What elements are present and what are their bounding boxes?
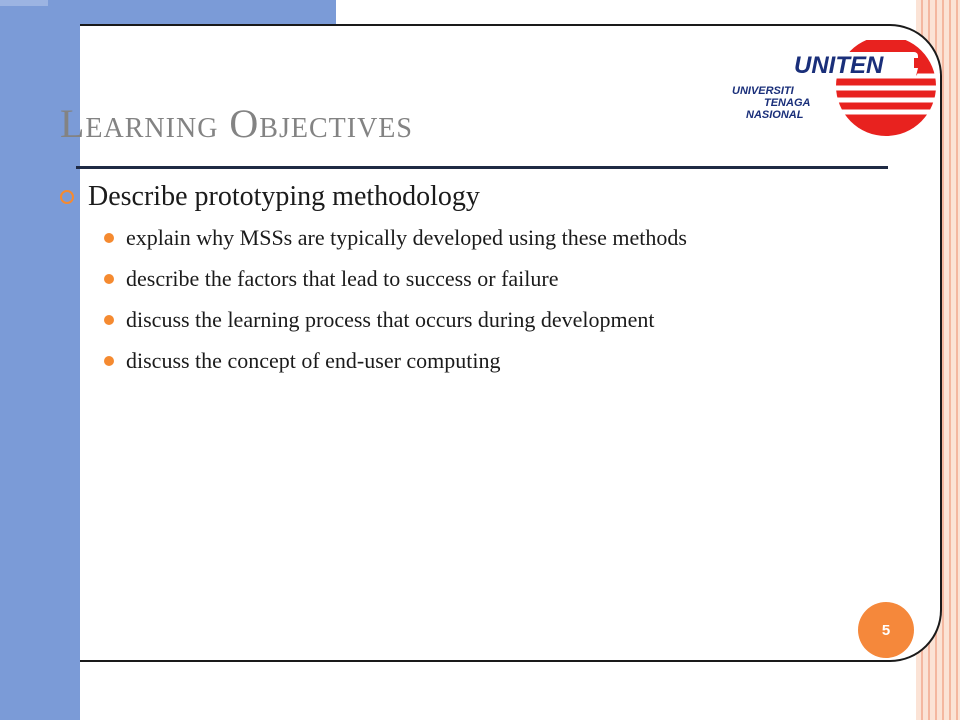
dot-bullet-icon bbox=[104, 315, 114, 325]
main-bullet bbox=[60, 180, 480, 214]
sub-bullet-text: discuss the concept of end-user computing bbox=[126, 348, 501, 373]
sub-bullet-text: describe the factors that lead to success or failure bbox=[126, 266, 559, 291]
logo-name: UNITEN bbox=[794, 52, 884, 79]
logo-line1: UNIVERSITI bbox=[732, 85, 794, 97]
top-blue-notch bbox=[0, 0, 48, 6]
list-item bbox=[104, 224, 764, 252]
list-item bbox=[104, 265, 764, 293]
ring-bullet-icon bbox=[60, 190, 74, 204]
logo-line2: TENAGA bbox=[764, 97, 811, 109]
sub-bullet-list bbox=[104, 224, 764, 388]
uniten-logo bbox=[724, 40, 940, 136]
slide-title: Learning Objectives bbox=[60, 101, 413, 146]
list-item bbox=[104, 347, 764, 375]
logo-line3: NASIONAL bbox=[746, 109, 804, 121]
dot-bullet-icon bbox=[104, 356, 114, 366]
page-number-badge: 5 bbox=[858, 602, 914, 658]
dot-bullet-icon bbox=[104, 274, 114, 284]
sub-bullet-text: explain why MSSs are typically developed using these methods bbox=[126, 225, 687, 250]
sub-bullet-text: discuss the learning process that occurs during development bbox=[126, 307, 655, 332]
main-bullet-text: Describe prototyping methodology bbox=[88, 181, 480, 212]
dot-bullet-icon bbox=[104, 233, 114, 243]
title-underline bbox=[76, 166, 888, 169]
list-item bbox=[104, 306, 764, 334]
